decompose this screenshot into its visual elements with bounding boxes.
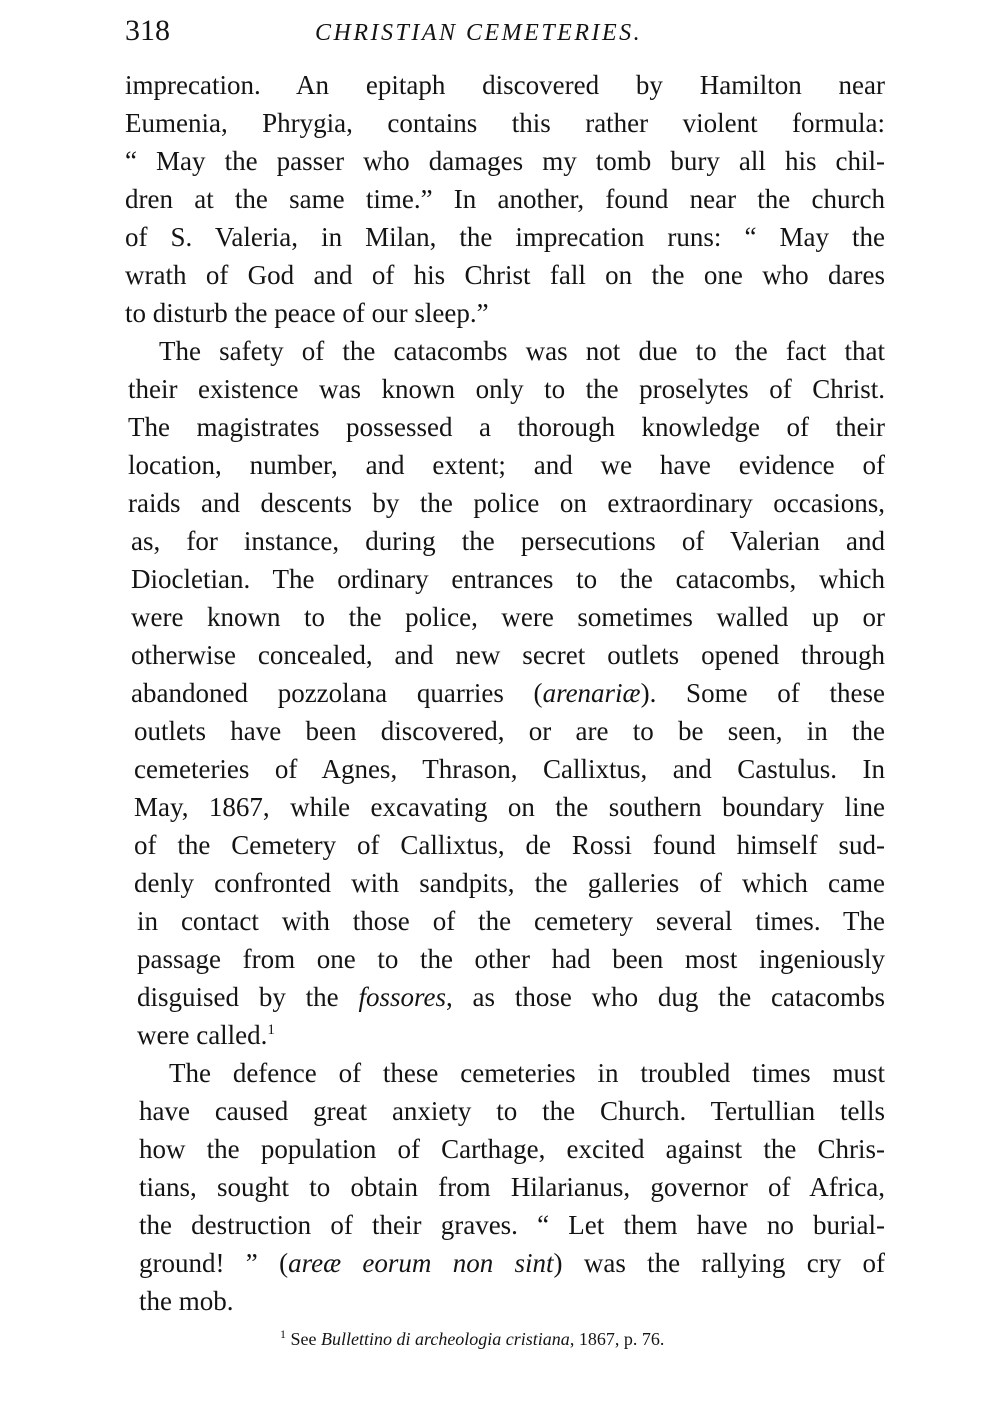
text-line: otherwise concealed, and new secret outlets opened through [131,640,885,670]
footnote-suffix: , 1867, p. 76. [569,1329,665,1349]
text-line [125,1244,885,1282]
italic-term: fossores [358,982,446,1012]
text-line: of the Cemetery of Callixtus, de Rossi found himself sud- [134,830,885,860]
footnote-prefix: See [286,1329,321,1349]
paragraph-2 [125,332,885,1054]
text-line [125,978,885,1016]
running-title: CHRISTIAN CEMETERIES. [315,20,643,46]
text-line: of S. Valeria, in Milan, the imprecation runs: “ May the [125,222,885,252]
footnote-reference: 1 [267,1022,275,1038]
italic-term: arenariæ [542,678,641,708]
text-segment: were called. [137,1020,268,1050]
text-line: wrath of God and of his Christ fall on the one who dares [125,260,885,290]
text-line: cemeteries of Agnes, Thrason, Callixtus, and Castulus. In [134,754,885,784]
text-line: “ May the passer who damages my tomb bury all his chil- [125,146,885,176]
text-line [125,674,885,712]
text-line: denly confronted with sandpits, the galleries of which came [134,868,885,898]
text-line: imprecation. An epitaph discovered by Hamilton near [125,70,885,100]
text-line: to disturb the peace of our sleep.” [125,298,489,328]
text-line: their existence was known only to the proselytes of Christ. [128,374,885,404]
text-line: The safety of the catacombs was not due to the fact that [159,336,885,366]
running-head [125,14,885,54]
body-text [125,66,885,1320]
footnote-marker: 1 [280,1327,286,1341]
text-segment: ). Some of these [640,678,885,708]
text-line [125,1016,885,1054]
text-line: have caused great anxiety to the Church. Tertullian tells [139,1096,885,1126]
page-number: 318 [125,14,170,47]
paragraph-1 [125,66,885,332]
text-line: Diocletian. The ordinary entrances to the catacombs, which [131,564,885,594]
text-segment: disguised by the [137,982,359,1012]
text-segment: , as those who dug the catacombs [445,982,885,1012]
text-line: location, number, and extent; and we have evidence of [128,450,885,480]
text-line: as, for instance, during the persecutions of Valerian and [131,526,885,556]
text-line: raids and descents by the police on extraordinary occasions, [128,488,885,518]
footnote-title: Bullettino di archeologia cristiana [321,1329,570,1349]
text-line: the mob. [139,1286,234,1316]
text-line: passage from one to the other had been most ingeniously [137,944,885,974]
text-line: dren at the same time.” In another, found near the church [125,184,885,214]
text-line: the destruction of their graves. “ Let them have no burial- [139,1210,885,1240]
text-line: in contact with those of the cemetery several times. The [137,906,885,936]
latin-phrase: areæ eorum non sint [288,1248,554,1278]
text-line: May, 1867, while excavating on the southern boundary line [134,792,885,822]
paragraph-3 [125,1054,885,1320]
text-segment: ground! ” ( [139,1248,289,1278]
text-line: how the population of Carthage, excited against the Chris- [139,1134,885,1164]
text-line: were known to the police, were sometimes walled up or [131,602,885,632]
text-line: outlets have been discovered, or are to be seen, in the [134,716,885,746]
text-line: The defence of these cemeteries in troubled times must [169,1058,885,1088]
text-line: tians, sought to obtain from Hilarianus, governor of Africa, [139,1172,885,1202]
text-segment: ) was the rallying cry of [553,1248,885,1278]
text-segment: abandoned pozzolana quarries ( [131,678,543,708]
text-line: The magistrates possessed a thorough knowledge of their [128,412,885,442]
text-line: Eumenia, Phrygia, contains this rather violent formula: [125,108,885,138]
footnote [280,1326,664,1352]
